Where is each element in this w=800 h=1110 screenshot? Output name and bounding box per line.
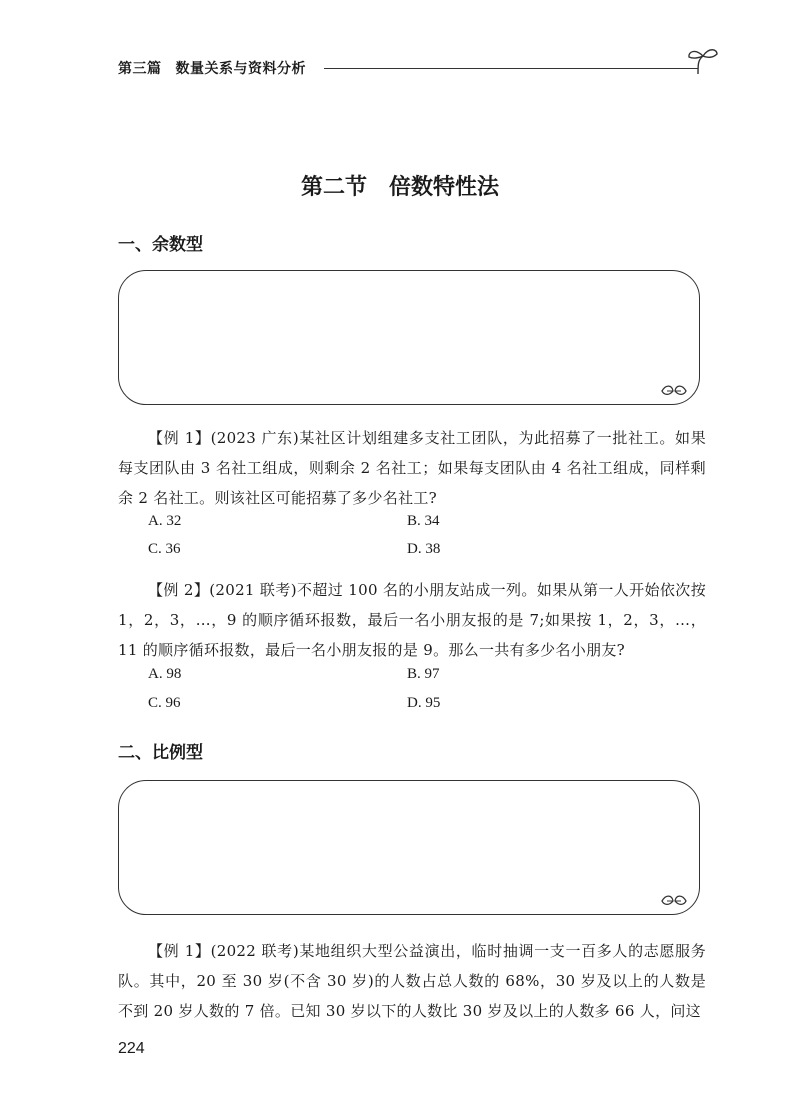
running-header — [118, 52, 728, 88]
leaves-icon — [659, 382, 689, 400]
leaves-icon — [659, 892, 689, 910]
page-number: 224 — [118, 1040, 145, 1057]
option-c: C. 36 — [148, 541, 181, 557]
note-box — [118, 780, 700, 915]
example-question: 【例 2】(2021 联考)不超过 100 名的小朋友站成一列。如果从第一人开始依次按 1，2，3，…，9 的顺序循环报数，最后一名小朋友报的是 7;如果按 1，2，3，…，11 的顺序循环报数，最后一名小朋友报的是 9。那么一共有多少名小朋友? — [118, 581, 706, 659]
option-d: D. 38 — [407, 541, 441, 557]
example-question: 【例 1】(2023 广东)某社区计划组建多支社工团队，为此招募了一批社工。如果每支团队由 3 名社工组成，则剩余 2 名社工；如果每支团队由 4 名社工组成，同样剩余 2 名社工。则该社区可能招募了多少名社工? — [118, 429, 706, 507]
option-a: A. 98 — [148, 666, 182, 682]
option-a: A. 32 — [148, 513, 182, 529]
example-question: 【例 1】(2022 联考)某地组织大型公益演出，临时抽调一支一百多人的志愿服务队。其中，20 至 30 岁(不含 30 岁)的人数占总人数的 68%，30 岁及以上的人数是不到 20 岁人数的 7 倍。已知 30 岁以下的人数比 30 岁及以上的人数多 66 人，问这 — [118, 942, 706, 1020]
heading-remainder-type: 一、余数型 — [118, 235, 203, 255]
chapter-title: 数量关系与资料分析 — [175, 61, 306, 77]
note-box — [118, 270, 700, 405]
heading-ratio-type: 二、比例型 — [118, 743, 203, 763]
option-b: B. 97 — [407, 666, 440, 682]
option-c: C. 96 — [148, 695, 181, 711]
option-b: B. 34 — [407, 513, 440, 529]
section-name: 倍数特性法 — [389, 175, 500, 200]
header-rule — [324, 68, 698, 69]
part-label: 第三篇 — [118, 61, 162, 77]
sprout-icon — [683, 44, 723, 76]
section-number: 第二节 — [300, 175, 367, 200]
option-d: D. 95 — [407, 695, 441, 711]
section-title — [0, 170, 800, 201]
